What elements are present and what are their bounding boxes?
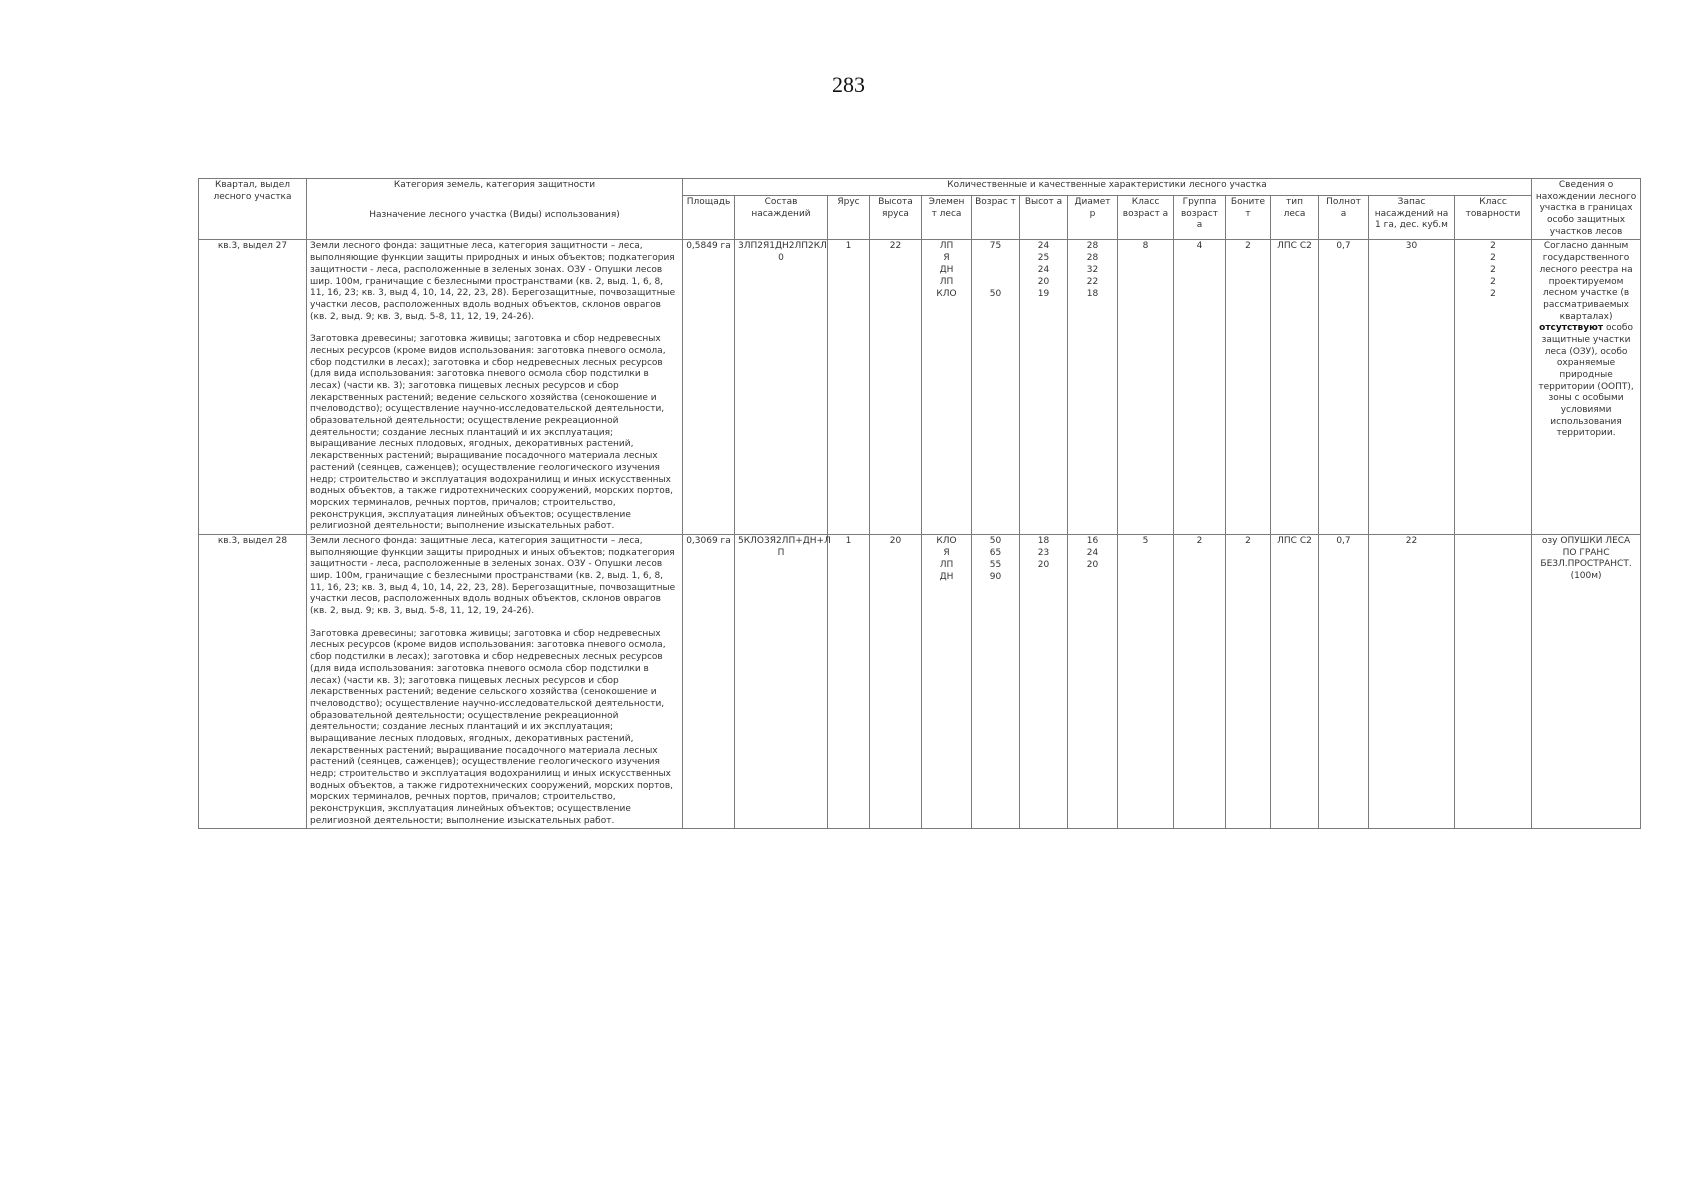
element-value: ДН	[939, 265, 954, 276]
info-text-bold: отсутствуют	[1539, 323, 1604, 334]
age-value: 55	[989, 559, 1002, 570]
header-tier: Ярус	[828, 196, 870, 240]
diameter-value: 20	[1086, 559, 1099, 570]
header-quarter: Квартал, выдел лесного участка	[199, 179, 307, 240]
cell-elements	[922, 240, 972, 535]
height-value: 23	[1037, 547, 1050, 558]
height-value: 25	[1037, 253, 1050, 264]
cell-heights	[1020, 534, 1068, 829]
commodity-class-value: 2	[1490, 241, 1496, 252]
height-value: 18	[1037, 535, 1050, 546]
cell-info	[1532, 240, 1641, 535]
row-id: кв.3, выдел 27	[199, 240, 307, 535]
age-value	[975, 277, 1016, 289]
element-value: КЛО	[936, 289, 957, 300]
header-age: Возрас т	[972, 196, 1020, 240]
header-element: Элемен т леса	[922, 196, 972, 240]
cell-tier-height: 22	[870, 240, 922, 535]
cell-elements	[922, 534, 972, 829]
diameter-value: 32	[1086, 265, 1099, 276]
header-bonitet: Боните т	[1226, 196, 1271, 240]
height-value: 20	[1037, 559, 1050, 570]
age-value: 65	[989, 547, 1002, 558]
cell-forest-type: ЛПС С2	[1271, 534, 1319, 829]
header-composition: Состав насаждений	[735, 196, 828, 240]
purpose-paragraph: Земли лесного фонда: защитные леса, категория защитности – леса, выполняющие функции защиты природных и иных объектов; подкатегория защитности - леса, расположенные в зеленых зонах. ОЗУ - Опушки лесов шир. 100м, граничащие с безлесными пространствами (кв. 2, выд. 1, 6, 8, 11, 16, 23; кв. 3, выд 4, 10, 14, 22, 23, 28). Берегозащитные, почвозащитные участки лесов, расположенных вдоль водных объектов, склонов оврагов (кв. 2, выд. 9; кв. 3, выд. 5-8, 11, 12, 19, 24-26).	[310, 241, 676, 322]
cell-composition: 5КЛО3Я2ЛП+ДН+Л П	[735, 534, 828, 829]
header-category-line1: Категория земель, категория защитности	[393, 180, 596, 190]
diameter-value: 22	[1086, 277, 1099, 288]
row-purpose	[307, 240, 683, 535]
page-number: 283	[832, 72, 865, 97]
commodity-class-value: 2	[1490, 277, 1496, 288]
header-tier-height: Высота яруса	[870, 196, 922, 240]
purpose-paragraph: Заготовка древесины; заготовка живицы; заготовка и сбор недревесных лесных ресурсов (кроме видов использования: заготовка пневого осмола, сбор подстилки в лесах); заготовка и сбор недревесных лесных ресурсов (для вида использования: заготовка пневого осмола сбор подстилки в лесах) (части кв. 3); заготовка пищевых лесных ресурсов и сбор лекарственных растений; ведение сельского хозяйства (сенокошение и пчеловодство); осуществление научно-исследовательской деятельности, образовательной деятельности; осуществление рекреационной деятельности; создание лесных плантаций и их эксплуатация; выращивание лесных плодовых, ягодных, декоративных растений, лекарственных растений; выращивание посадочного материала лесных растений (сеянцев, саженцев); осуществление геологического изучения недр; строительство и эксплуатация водохранилищ и иных искусственных водных объектов, а также гидротехнических сооружений, морских портов, морских терминалов, речных портов, причалов; строительство, реконструкция, эксплуатация линейных объектов; осуществление религиозной деятельности; выполнение изыскательных работ.	[310, 628, 673, 826]
element-value: ЛП	[939, 559, 954, 570]
cell-diameters	[1068, 240, 1118, 535]
age-value: 90	[989, 571, 1002, 582]
table-row	[199, 534, 1641, 829]
element-value: КЛО	[936, 535, 957, 546]
row-purpose	[307, 534, 683, 829]
height-value: 24	[1037, 265, 1050, 276]
header-commodity-class: Класс товарности	[1455, 196, 1532, 240]
diameter-value: 16	[1086, 535, 1099, 546]
age-value: 50	[989, 535, 1002, 546]
info-text: особо защитные участки леса (ОЗУ), особо охраняемые природные территории (ООПТ), зоны с особыми условиями использования территории.	[1538, 323, 1634, 439]
table-row	[199, 240, 1641, 535]
age-value: 75	[989, 241, 1002, 252]
cell-diameters	[1068, 534, 1118, 829]
cell-info	[1532, 534, 1641, 829]
cell-tier: 1	[828, 240, 870, 535]
commodity-class-value: 2	[1490, 265, 1496, 276]
header-stock: Запас насаждений на 1 га, дес. куб.м	[1369, 196, 1455, 240]
cell-age-class: 8	[1118, 240, 1174, 535]
cell-density: 0,7	[1319, 240, 1369, 535]
cell-area: 0,3069 га	[683, 534, 735, 829]
commodity-class-value: 2	[1490, 289, 1496, 300]
cell-area: 0,5849 га	[683, 240, 735, 535]
commodity-class-value: 2	[1490, 253, 1496, 264]
cell-composition: 3ЛП2Я1ДН2ЛП2КЛ 0	[735, 240, 828, 535]
diameter-value: 24	[1086, 547, 1099, 558]
element-value: Я	[943, 547, 950, 558]
header-age-group: Группа возраст а	[1174, 196, 1226, 240]
diameter-value: 28	[1086, 253, 1099, 264]
row-id: кв.3, выдел 28	[199, 534, 307, 829]
cell-bonitet: 2	[1226, 534, 1271, 829]
cell-age-class: 5	[1118, 534, 1174, 829]
element-value: ЛП	[939, 277, 954, 288]
header-category-line2: Назначение лесного участка (Виды) использования)	[369, 209, 620, 220]
element-value: Я	[943, 253, 950, 264]
cell-age-group: 4	[1174, 240, 1226, 535]
purpose-paragraph: Заготовка древесины; заготовка живицы; заготовка и сбор недревесных лесных ресурсов (кроме видов использования: заготовка пневого осмола, сбор подстилки в лесах); заготовка и сбор недревесных лесных ресурсов (для вида использования: заготовка пневого осмола сбор подстилки в лесах) (части кв. 3); заготовка пищевых лесных ресурсов и сбор лекарственных растений; ведение сельского хозяйства (сенокошение и пчеловодство); осуществление научно-исследовательской деятельности, образовательной деятельности; осуществление рекреационной деятельности; создание лесных плантаций и их эксплуатация; выращивание лесных плодовых, ягодных, декоративных растений, лекарственных растений; выращивание посадочного материала лесных растений (сеянцев, саженцев); осуществление геологического изучения недр; строительство и эксплуатация водохранилищ и иных искусственных водных объектов, а также гидротехнических сооружений, морских портов, морских терминалов, речных портов, причалов; строительство, реконструкция, эксплуатация линейных объектов; осуществление религиозной деятельности; выполнение изыскательных работ.	[310, 334, 673, 532]
height-value: 19	[1037, 289, 1050, 300]
element-value: ЛП	[939, 241, 954, 252]
age-value	[975, 265, 1016, 277]
header-info: Сведения о нахождении лесного участка в границах особо защитных участков лесов	[1532, 179, 1641, 240]
forest-plot-table	[198, 178, 1641, 829]
cell-bonitet: 2	[1226, 240, 1271, 535]
header-diameter: Диамет р	[1068, 196, 1118, 240]
info-text: озу ОПУШКИ ЛЕСА ПО ГРАНС БЕЗЛ.ПРОСТРАНСТ. (100м)	[1540, 535, 1632, 581]
cell-heights	[1020, 240, 1068, 535]
age-value	[975, 253, 1016, 265]
info-text: Согласно данным государственного лесного реестра на проектируемом лесном участке (в рассматриваемых кварталах)	[1539, 241, 1633, 322]
age-value: 50	[989, 289, 1002, 300]
cell-commodity-classes	[1455, 240, 1532, 535]
header-characteristics-group: Количественные и качественные характеристики лесного участка	[683, 179, 1532, 196]
header-area: Площадь	[683, 196, 735, 240]
cell-tier: 1	[828, 534, 870, 829]
header-forest-type: тип леса	[1271, 196, 1319, 240]
diameter-value: 28	[1086, 241, 1099, 252]
diameter-value: 18	[1086, 289, 1099, 300]
cell-ages	[972, 240, 1020, 535]
cell-age-group: 2	[1174, 534, 1226, 829]
cell-density: 0,7	[1319, 534, 1369, 829]
cell-commodity-classes	[1455, 534, 1532, 829]
height-value: 24	[1037, 241, 1050, 252]
cell-stock: 30	[1369, 240, 1455, 535]
cell-ages	[972, 534, 1020, 829]
cell-stock: 22	[1369, 534, 1455, 829]
header-density: Полнот а	[1319, 196, 1369, 240]
header-category	[307, 179, 683, 240]
height-value: 20	[1037, 277, 1050, 288]
purpose-paragraph: Земли лесного фонда: защитные леса, категория защитности – леса, выполняющие функции защиты природных и иных объектов; подкатегория защитности - леса, расположенные в зеленых зонах. ОЗУ - Опушки лесов шир. 100м, граничащие с безлесными пространствами (кв. 2, выд. 1, 6, 8, 11, 16, 23; кв. 3, выд 4, 10, 14, 22, 23, 28). Берегозащитные, почвозащитные участки лесов, расположенных вдоль водных объектов, склонов оврагов (кв. 2, выд. 9; кв. 3, выд. 5-8, 11, 12, 19, 24-26).	[310, 535, 676, 617]
cell-tier-height: 20	[870, 534, 922, 829]
header-age-class: Класс возраст а	[1118, 196, 1174, 240]
element-value: ДН	[939, 571, 954, 582]
header-height: Высот а	[1020, 196, 1068, 240]
cell-forest-type: ЛПС С2	[1271, 240, 1319, 535]
